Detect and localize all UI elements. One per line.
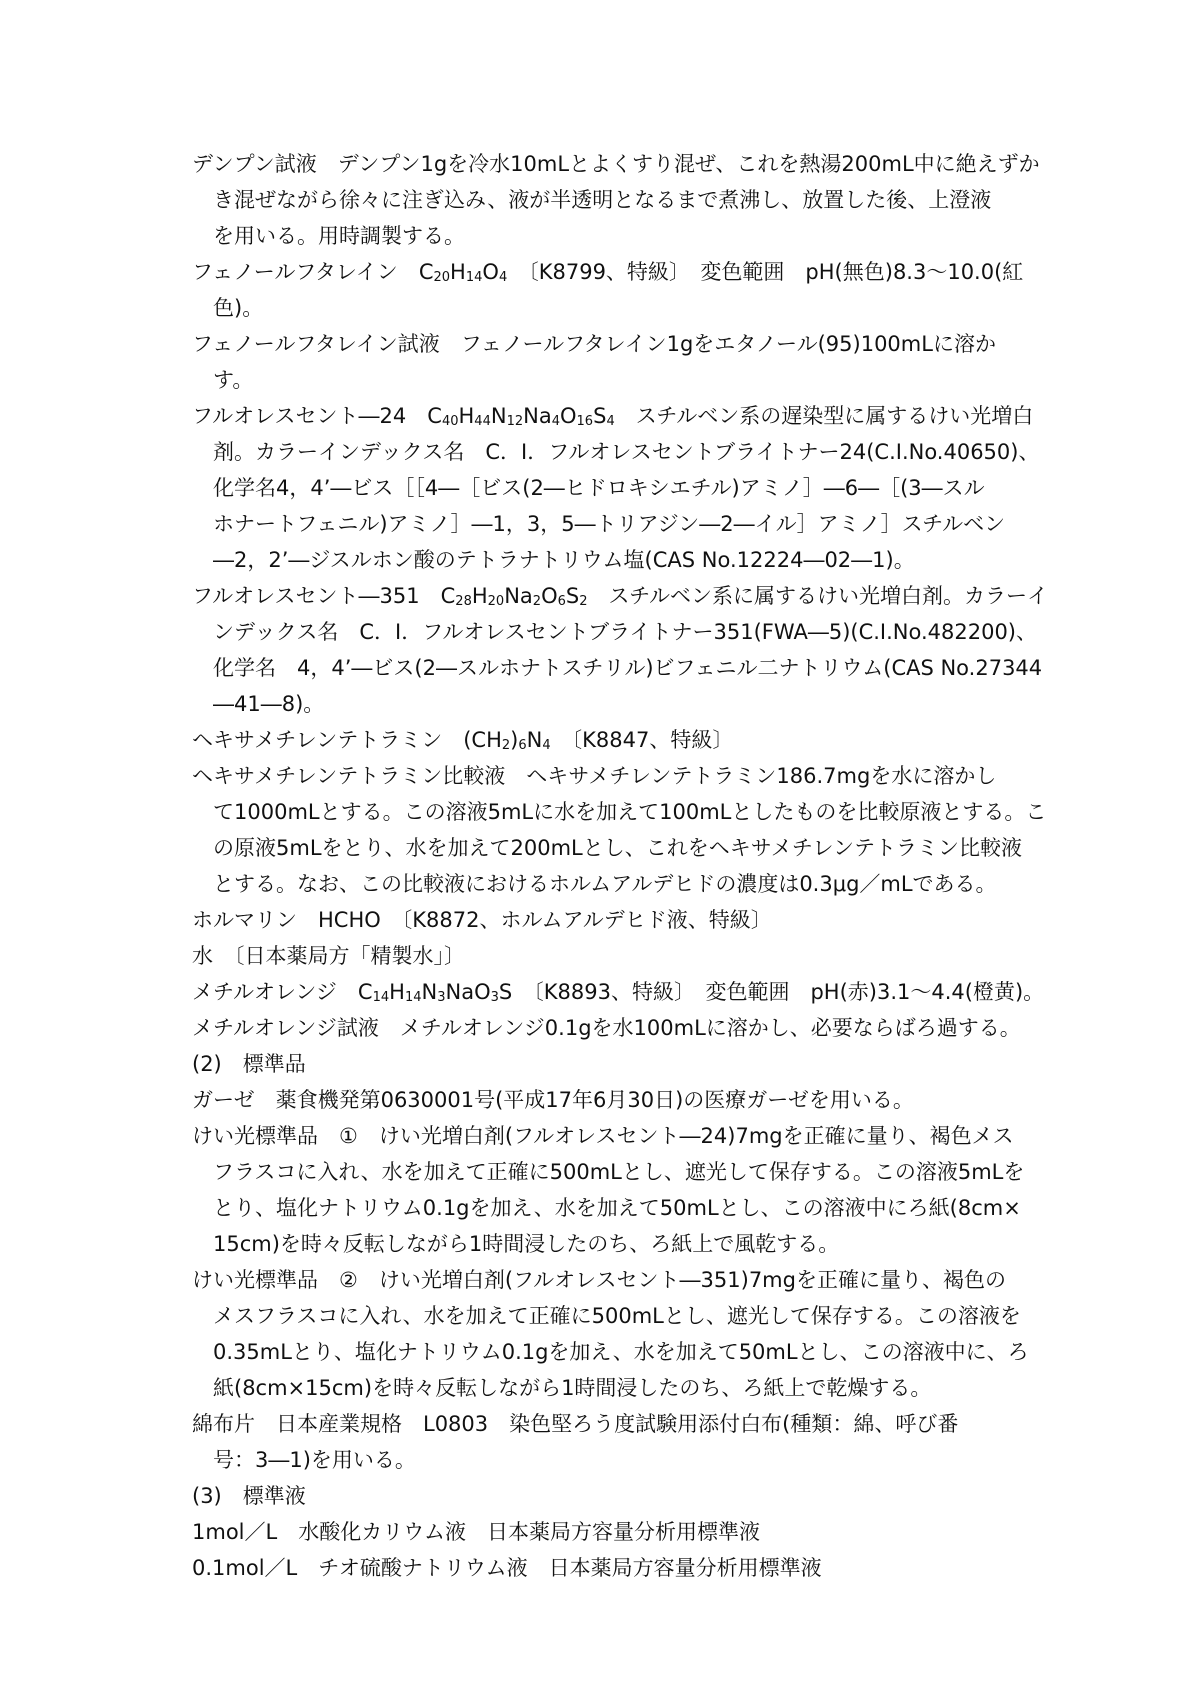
text-line — [192, 578, 1049, 614]
text-line: (2) 標準品 — [192, 1052, 306, 1076]
paragraph — [192, 974, 1045, 1010]
paragraph — [192, 758, 1047, 902]
paragraph — [192, 146, 1040, 254]
entry-term: フェノールフタレイン — [192, 260, 419, 284]
paragraph — [192, 938, 1032, 974]
document-body — [192, 146, 1049, 1586]
text-line — [192, 398, 1032, 434]
chemical-formula: $C_{40}H_{44}N_{12}Na_4O_{16}S_4$ — [427, 404, 615, 429]
paragraph — [192, 1406, 1032, 1478]
chemical-formula: $C_{28}H_{20}Na_2O_6S_2$ — [440, 584, 588, 609]
paragraph — [192, 1046, 1032, 1082]
text-line: 化学名4，4’―ビス［［4―［ビス(2―ヒドロキシエチル)アミノ］―6―［(3―スル — [213, 476, 985, 500]
text-line: ホナートフェニル)アミノ］―1，3，5―トリアジン―2―イル］アミノ］スチルベン — [213, 512, 1006, 536]
paragraph — [192, 254, 1032, 326]
chemical-formula: $C_{14}H_{14}N_3NaO_3S$ — [357, 980, 513, 1005]
text-line — [192, 722, 1032, 758]
paragraph — [192, 1550, 1032, 1586]
text-line: 0.1mol／L チオ硫酸ナトリウム液 日本薬局方容量分析用標準液 — [192, 1556, 822, 1580]
paragraph — [192, 578, 1049, 722]
paragraph — [192, 1262, 1032, 1406]
text-line: を用いる。用時調製する。 — [213, 224, 465, 248]
paragraph — [192, 1478, 1032, 1514]
entry-term: フルオレスセント―24 — [192, 404, 428, 428]
chemical-formula: $(CH_2)_6N_4$ — [463, 728, 551, 753]
entry-description: 〔K8893、特級〕 変色範囲 pH(赤)3.1～4.4(橙黄)。 — [512, 980, 1045, 1004]
entry-term: フルオレスセント―351 — [192, 584, 441, 608]
paragraph — [192, 1010, 1032, 1046]
text-line: き混ぜながら徐々に注ぎ込み、液が半透明となるまで煮沸し、放置した後、上澄液 — [213, 188, 992, 212]
text-line: ンデックス名 C．I．フルオレスセントブライトナー351(FWA―5)(C.I.No.482200)、 — [213, 620, 1038, 644]
text-line: 0.35mLとり、塩化ナトリウム0.1gを加え、水を加えて50mLとし、この溶液中に、ろ — [213, 1340, 1029, 1364]
text-line: 色)。 — [213, 296, 264, 320]
text-line: 剤。カラーインデックス名 C．I．フルオレスセントブライトナー24(C.I.No.40650)、 — [213, 440, 1040, 464]
text-line — [192, 254, 1032, 290]
text-line: デンプン試液 デンプン1gを冷水10mLとよくすり混ぜ、これを熱湯200mL中に絶えずか — [192, 152, 1040, 176]
chemical-formula: $C_{20}H_{14}O_4$ — [418, 260, 508, 285]
text-line: 水 〔日本薬局方「精製水」〕 — [192, 944, 465, 968]
text-line: 1mol／L 水酸化カリウム液 日本薬局方容量分析用標準液 — [192, 1520, 760, 1544]
paragraph — [192, 722, 1032, 758]
paragraph — [192, 1082, 1032, 1118]
text-line: フェノールフタレイン試液 フェノールフタレイン1gをエタノール(95)100mLに溶か — [192, 332, 996, 356]
text-line: す。 — [213, 368, 254, 392]
entry-description: スチルベン系に属するけい光増白剤。カラーイ — [587, 584, 1049, 608]
text-line: 紙(8cm×15cm)を時々反転しながら1時間浸したのち、ろ紙上で乾燥する。 — [213, 1376, 932, 1400]
paragraph — [192, 1514, 1032, 1550]
text-line: 15cm)を時々反転しながら1時間浸したのち、ろ紙上で風乾する。 — [213, 1232, 840, 1256]
text-line: フラスコに入れ、水を加えて正確に500mLとし、遮光して保存する。この溶液5mLを — [213, 1160, 1025, 1184]
text-line: の原液5mLをとり、水を加えて200mLとし、これをヘキサメチレンテトラミン比較液 — [213, 836, 1022, 860]
text-line: 化学名 4，4’―ビス(2―スルホナトスチリル)ビフェニル二ナトリウム(CAS No.27344 — [213, 656, 1043, 680]
entry-term: ヘキサメチレンテトラミン — [192, 728, 464, 752]
text-line — [192, 974, 1045, 1010]
text-line: とする。なお、この比較液におけるホルムアルデヒドの濃度は0.3μg／mLである。 — [213, 872, 997, 896]
text-line: ―2，2’―ジスルホン酸のテトラナトリウム塩(CAS No.12224―02―1)。 — [213, 548, 915, 572]
text-line: ―41―8)。 — [213, 692, 325, 716]
text-line: 号：3―1)を用いる。 — [213, 1448, 416, 1472]
text-line: とり、塩化ナトリウム0.1gを加え、水を加えて50mLとし、この溶液中にろ紙(8cm× — [213, 1196, 1021, 1220]
entry-term: メチルオレンジ — [192, 980, 358, 1004]
text-line: て1000mLとする。この溶液5mLに水を加えて100mLとしたものを比較原液とする。こ — [213, 800, 1047, 824]
text-line: 綿布片 日本産業規格 L0803 染色堅ろう度試験用添付白布(種類：綿、呼び番 — [192, 1412, 959, 1436]
text-line: けい光標準品 ② けい光増白剤(フルオレスセント―351)7mgを正確に量り、褐色の — [192, 1268, 1006, 1292]
paragraph — [192, 1118, 1032, 1262]
text-line: ヘキサメチレンテトラミン比較液 ヘキサメチレンテトラミン186.7mgを水に溶かし — [192, 764, 997, 788]
text-line: けい光標準品 ① けい光増白剤(フルオレスセント―24)7mgを正確に量り、褐色メス — [192, 1124, 1014, 1148]
paragraph — [192, 398, 1040, 578]
text-line: ホルマリン HCHO 〔K8872、ホルムアルデヒド液、特級〕 — [192, 908, 772, 932]
text-line: ガーゼ 薬食機発第0630001号(平成17年6月30日)の医療ガーゼを用いる。 — [192, 1088, 914, 1112]
entry-description: 〔K8847、特級〕 — [550, 728, 734, 752]
entry-description: スチルベン系の遅染型に属するけい光増白 — [614, 404, 1034, 428]
entry-description: 〔K8799、特級〕 変色範囲 pH(無色)8.3～10.0(紅 — [507, 260, 1024, 284]
text-line: メチルオレンジ試液 メチルオレンジ0.1gを水100mLに溶かし、必要ならばろ過する。 — [192, 1016, 1021, 1040]
paragraph — [192, 326, 1032, 398]
text-line: (3) 標準液 — [192, 1484, 306, 1508]
text-line: メスフラスコに入れ、水を加えて正確に500mLとし、遮光して保存する。この溶液を — [213, 1304, 1021, 1328]
paragraph — [192, 902, 1032, 938]
